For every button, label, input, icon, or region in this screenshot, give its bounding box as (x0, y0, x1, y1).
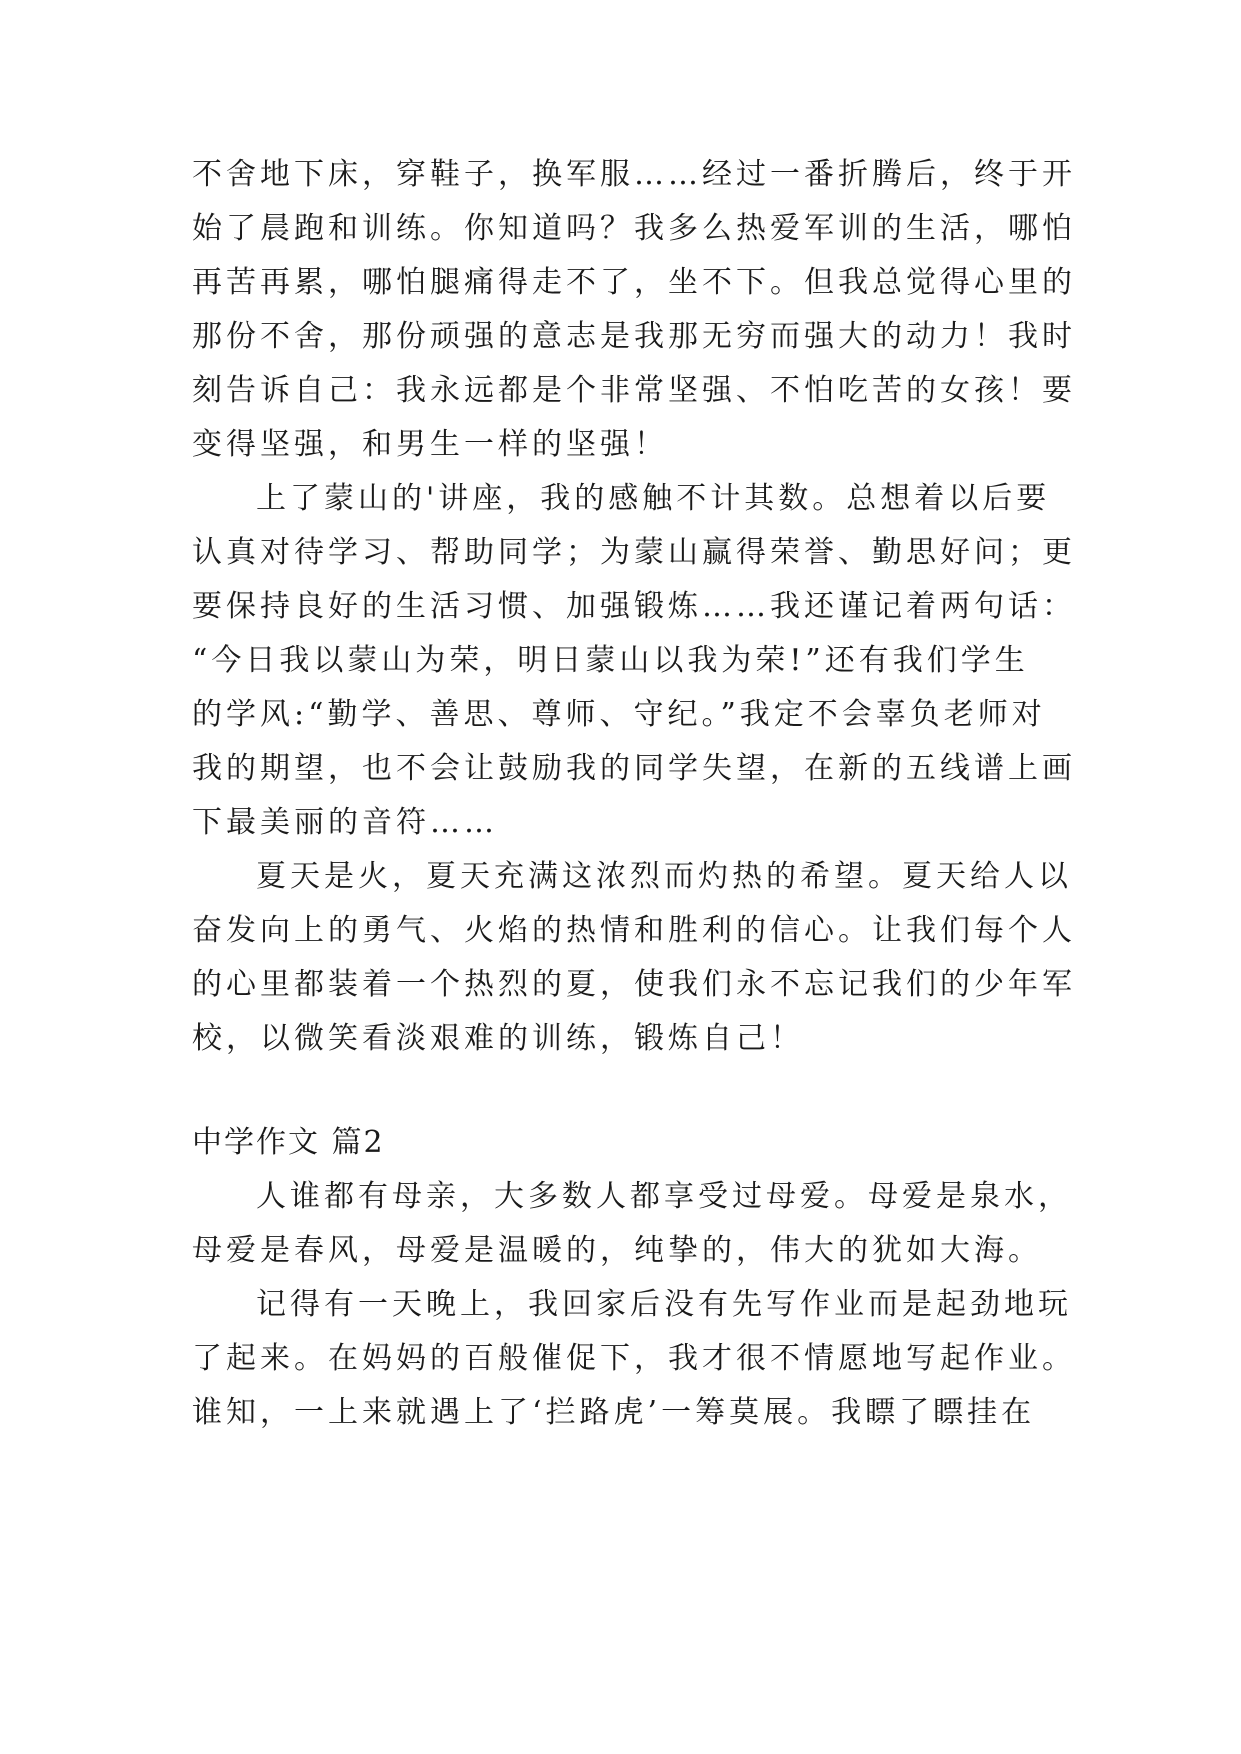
paragraph-line: 始了晨跑和训练。你知道吗？我多么热爱军训的生活，哪怕 (192, 211, 1076, 246)
paragraph-line: 那份不舍，那份顽强的意志是我那无穷而强大的动力！我时 (192, 319, 1076, 354)
paragraph-line: 的学风:“勤学、善思、尊师、守纪。”我定不会辜负老师对 (192, 697, 1046, 732)
paragraph-line: “今日我以蒙山为荣，明日蒙山以我为荣!”还有我们学生 (192, 643, 1029, 678)
paragraph-line: 下最美丽的音符…… (192, 805, 498, 840)
paragraph-line: 刻告诉自己：我永远都是个非常坚强、不怕吃苦的女孩！要 (192, 373, 1076, 408)
paragraph-line: 母爱是春风，母爱是温暖的，纯挚的，伟大的犹如大海。 (192, 1233, 1042, 1268)
paragraph-line: 认真对待学习、帮助同学；为蒙山赢得荣誉、勤思好问；更 (192, 535, 1076, 570)
paragraph-line: 人谁都有母亲，大多数人都享受过母爱。母爱是泉水， (256, 1179, 1072, 1214)
paragraph-line: 记得有一天晚上，我回家后没有先写作业而是起劲地玩 (256, 1287, 1072, 1322)
paragraph-line: 校，以微笑看淡艰难的训练，锻炼自己！ (192, 1021, 804, 1056)
paragraph-line: 上了蒙山的'讲座，我的感触不计其数。总想着以后要 (256, 481, 1051, 516)
paragraph-line: 不舍地下床，穿鞋子，换军服……经过一番折腾后，终于开 (192, 157, 1076, 192)
paragraph-line: 我的期望，也不会让鼓励我的同学失望，在新的五线谱上画 (192, 751, 1076, 786)
paragraph-line: 要保持良好的生活习惯、加强锻炼……我还谨记着两句话： (192, 589, 1076, 624)
paragraph-line: 夏天是火，夏天充满这浓烈而灼热的希望。夏天给人以 (256, 859, 1072, 894)
paragraph-line: 再苦再累，哪怕腿痛得走不了，坐不下。但我总觉得心里的 (192, 265, 1076, 300)
section-heading: 中学作文 篇2 (192, 1125, 385, 1160)
paragraph-line: 了起来。在妈妈的百般催促下，我才很不情愿地写起作业。 (192, 1341, 1076, 1376)
paragraph-line: 变得坚强，和男生一样的坚强！ (192, 427, 668, 462)
paragraph-line: 的心里都装着一个热烈的夏，使我们永不忘记我们的少年军 (192, 967, 1076, 1002)
paragraph-line: 谁知，一上来就遇上了‘拦路虎’一筹莫展。我瞟了瞟挂在 (192, 1395, 1036, 1430)
paragraph-line: 奋发向上的勇气、火焰的热情和胜利的信心。让我们每个人 (192, 913, 1076, 948)
